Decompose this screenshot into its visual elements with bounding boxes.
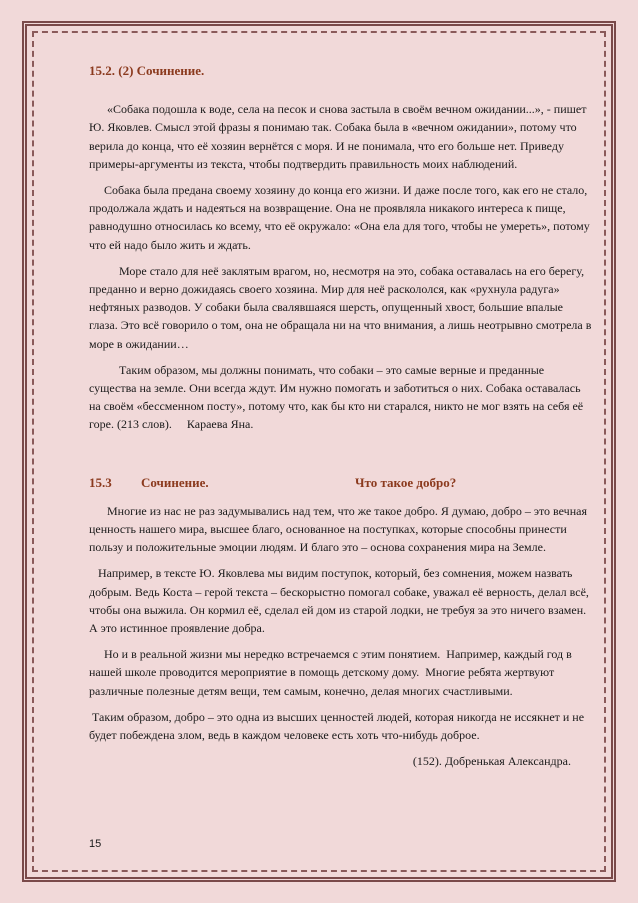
section-2-signature: (152). Добренькая Александра. [412,754,571,769]
section-2-heading [89,474,593,492]
section-2-label: Сочинение. [141,474,209,490]
section-2-paragraph-1: Многие из нас не раз задумывались над тем, что же такое добро. Я думаю, добро – это вечная ценность нашего мира, высшее благо, основанное на поступках, которые способны принести пользу и положительные эмоции людям. И благо это – основа сохранения мира на Земле. [89,503,590,555]
section-1-paragraph-1: «Собака подошла к воде, села на песок и снова застыла в своём вечном ожидании...», - пишет Ю. Яковлев. Смысл этой фразы я понимаю так. Собака была в «вечном ожидании», потому что верила до конца, что её хозяин вернётся с моря. И не понимала, что его больше нет. Приведу примеры-аргументы из текста, чтобы подтвердить правильность моих наблюдений. [89,102,590,171]
section-1-paragraph-2: Собака была предана своему хозяину до конца его жизни. И даже после того, как его не стало, продолжала ждать и надеяться на возвращение. Она не проявляла никакого интереса к пище, равнодушно относилась ко всему, что её окружало: «Она ела для того, чтобы не умереть», потому что ей надо было жить и ждать. [89,183,593,252]
section-1-paragraph-4: Таким образом, мы должны понимать, что собаки – это самые верные и преданные существа на земле. Они всегда ждут. Им нужно помогать и заботиться о них. Собака оставалась на своём «бессменном посту», потому что, как бы кто ни старался, никто не мог взять на себя её горе. (213 слов). Караева Яна. [89,362,587,432]
section-1-paragraph-3: Море стало для неё заклятым врагом, но, несмотря на это, собака оставалась на его берегу, преданно и верно дожидаясь своего хозяина. Мир для неё раскололся, как «рухнула радуга» нефтяных разводов. У собаки была свалявшаяся шерсть, опущенный хвост, большие впалые глаза. Это всё говорило о том, она не обращала ни на что внимания, а лишь неотрывно смотрела в море в ожидании… [89,263,595,351]
section-2-number: 15.3 [89,474,112,490]
page-number: 15 [89,838,102,850]
section-2-paragraph-2: Например, в тексте Ю. Яковлева мы видим поступок, который, без сомнения, можем назвать добрым. Ведь Коста – герой текста – бескорыстно помогал собаке, уважал её верность, делал всё, чтобы она выжила. Он кормил её, сделал ей дом из старой лодки, не требуя за это ничего взамен. А это истинное проявление добра. [89,566,593,636]
section-2-title: Что такое добро? [355,474,457,490]
section-2-paragraph-3: Но и в реальной жизни мы нередко встречаемся с этим понятием. Например, каждый год в нашей школе проводится мероприятие в помощь детскому дому. Многие ребята жертвуют различные полезные детям вещи, тем самым, конечно, делая многих счастливыми. [89,647,575,698]
section-2-paragraph-4: Таким образом, добро – это одна из высших ценностей людей, которая никогда не иссякнет и не будет побеждена злом, ведь в каждом человеке есть хоть что-нибудь доброе. [89,709,588,743]
section-1-heading: 15.2. (2) Сочинение. [89,63,205,78]
document-content [89,60,593,779]
